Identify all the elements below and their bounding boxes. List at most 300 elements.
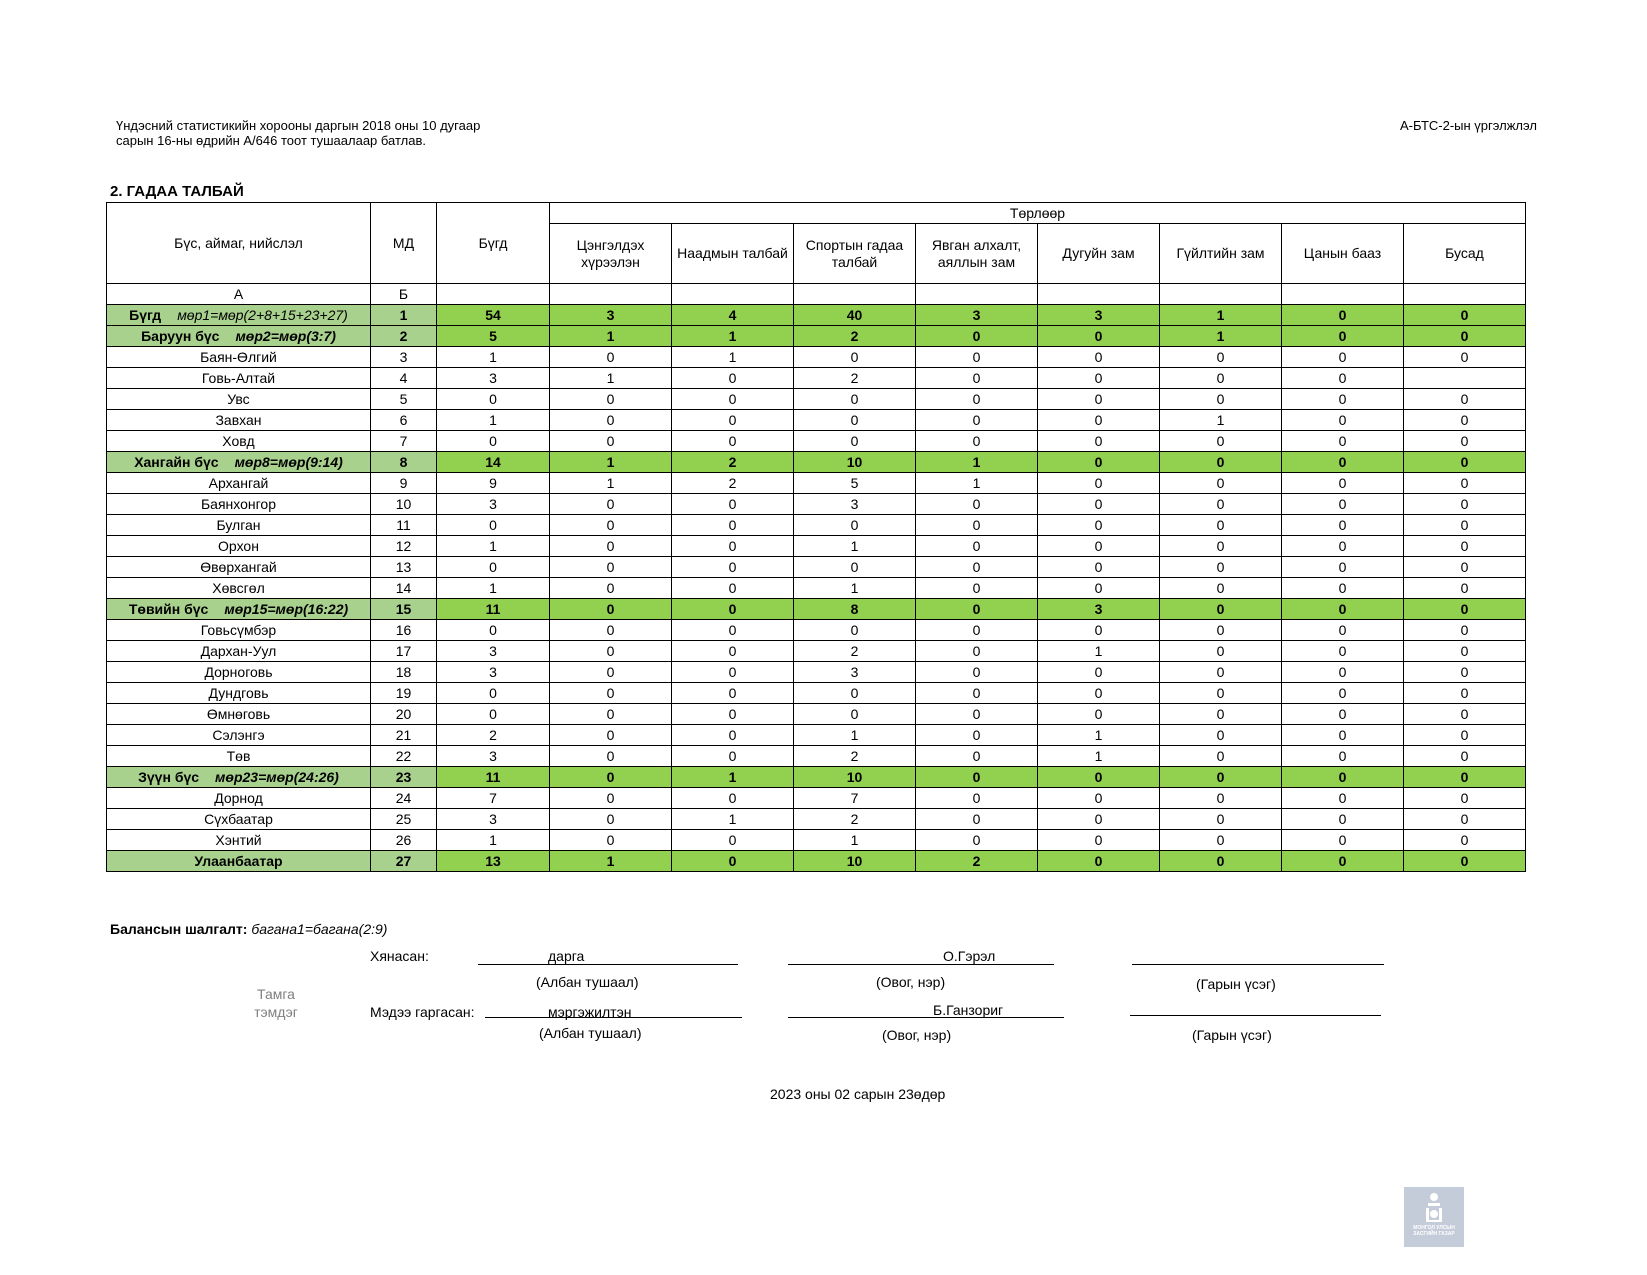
row-value-cell: 10 <box>794 767 916 788</box>
row-value-cell: 0 <box>1404 557 1526 578</box>
table-row <box>107 578 1526 599</box>
row-value-cell: 0 <box>1038 662 1160 683</box>
row-value-cell: 0 <box>794 515 916 536</box>
row-total-cell: 3 <box>437 662 550 683</box>
row-value-cell: 0 <box>1404 704 1526 725</box>
row-md-cell: 17 <box>371 641 437 662</box>
row-md-cell: 15 <box>371 599 437 620</box>
row-value-cell: 0 <box>916 326 1038 347</box>
row-value-cell: 0 <box>1160 557 1282 578</box>
col-region-header: Бүс, аймаг, нийслэл <box>107 203 371 284</box>
row-total-cell: 11 <box>437 767 550 788</box>
reported-name: Б.Ганзориг <box>933 1002 1004 1018</box>
logo-text <box>1404 1225 1464 1237</box>
row-name-cell <box>107 620 371 641</box>
row-md-cell: 11 <box>371 515 437 536</box>
letter-b: Б <box>371 284 437 305</box>
row-value-cell: 0 <box>794 704 916 725</box>
balance-check <box>110 921 387 937</box>
row-value-cell: 0 <box>794 431 916 452</box>
row-value-cell: 0 <box>1038 452 1160 473</box>
checked-label: Хянасан: <box>370 948 429 964</box>
row-value-cell: 0 <box>672 599 794 620</box>
row-value-cell: 0 <box>1160 368 1282 389</box>
row-value-cell: 0 <box>672 830 794 851</box>
row-value-cell: 0 <box>1038 473 1160 494</box>
reported-name-line <box>788 1017 1064 1018</box>
table-row <box>107 410 1526 431</box>
row-value-cell: 0 <box>916 431 1038 452</box>
row-value-cell: 0 <box>1282 347 1404 368</box>
checked-signature-line[interactable] <box>1132 964 1384 965</box>
row-total-cell: 0 <box>437 683 550 704</box>
row-md-cell: 24 <box>371 788 437 809</box>
row-name: Төв <box>226 748 251 764</box>
row-value-cell: 0 <box>916 557 1038 578</box>
row-total-cell: 7 <box>437 788 550 809</box>
row-value-cell: 0 <box>672 557 794 578</box>
checked-signature-caption: (Гарын үсэг) <box>1196 976 1276 992</box>
row-value-cell: 1 <box>672 347 794 368</box>
table-row-aggregate <box>107 851 1526 872</box>
row-value-cell: 2 <box>794 641 916 662</box>
row-value-cell: 0 <box>1404 494 1526 515</box>
row-value-cell: 0 <box>1160 431 1282 452</box>
col-walking-trail-header: Явган алхалт, аяллын зам <box>916 224 1038 284</box>
row-value-cell: 3 <box>794 662 916 683</box>
approval-note <box>116 118 536 148</box>
row-value-cell: 2 <box>794 368 916 389</box>
row-value-cell: 0 <box>916 515 1038 536</box>
row-name: Зүүн бүс <box>138 769 200 785</box>
row-name-cell <box>107 662 371 683</box>
row-value-cell: 0 <box>1404 830 1526 851</box>
row-value-cell: 0 <box>916 389 1038 410</box>
row-value-cell: 1 <box>794 578 916 599</box>
row-value-cell: 0 <box>1038 515 1160 536</box>
row-md-cell: 13 <box>371 557 437 578</box>
row-name: Сэлэнгэ <box>212 727 265 743</box>
reported-name-caption: (Овог, нэр) <box>882 1027 952 1043</box>
row-value-cell: 0 <box>1404 305 1526 326</box>
row-total-cell: 3 <box>437 746 550 767</box>
col-naadam-field-header: Наадмын талбай <box>672 224 794 284</box>
row-value-cell: 10 <box>794 452 916 473</box>
row-value-cell: 0 <box>672 683 794 704</box>
row-value-cell: 0 <box>1404 326 1526 347</box>
row-name-cell <box>107 347 371 368</box>
row-value-cell: 2 <box>672 473 794 494</box>
row-total-cell: 0 <box>437 389 550 410</box>
table-row-aggregate <box>107 326 1526 347</box>
row-value-cell: 0 <box>1404 410 1526 431</box>
row-value-cell: 0 <box>1404 599 1526 620</box>
government-emblem-logo <box>1404 1187 1464 1247</box>
row-total-cell: 3 <box>437 641 550 662</box>
table-row <box>107 788 1526 809</box>
row-md-cell: 7 <box>371 431 437 452</box>
row-name: Өвөрхангай <box>200 559 277 575</box>
row-value-cell: 0 <box>672 494 794 515</box>
row-value-cell: 0 <box>1404 767 1526 788</box>
row-value-cell: 3 <box>1038 599 1160 620</box>
row-value-cell: 1 <box>794 830 916 851</box>
row-name: Сүхбаатар <box>204 811 273 827</box>
table-row <box>107 662 1526 683</box>
row-value-cell: 0 <box>1160 788 1282 809</box>
row-md-cell: 12 <box>371 536 437 557</box>
col-md-header: МД <box>371 203 437 284</box>
row-name-cell <box>107 725 371 746</box>
row-value-cell: 1 <box>1038 746 1160 767</box>
row-value-cell: 1 <box>1160 410 1282 431</box>
row-value-cell: 0 <box>916 683 1038 704</box>
row-value-cell: 0 <box>672 515 794 536</box>
row-name: Архангай <box>208 475 269 491</box>
row-value-cell: 0 <box>1282 830 1404 851</box>
row-value-cell: 0 <box>1282 809 1404 830</box>
row-name: Дорноговь <box>204 664 273 680</box>
row-md-cell: 14 <box>371 578 437 599</box>
row-md-cell: 27 <box>371 851 437 872</box>
row-value-cell: 0 <box>916 410 1038 431</box>
row-total-cell: 1 <box>437 347 550 368</box>
row-total-cell: 1 <box>437 410 550 431</box>
row-total-cell: 3 <box>437 809 550 830</box>
row-value-cell: 0 <box>1282 704 1404 725</box>
row-name: Дархан-Уул <box>200 643 277 659</box>
outdoor-facilities-table <box>106 202 1526 872</box>
row-name: Завхан <box>215 412 262 428</box>
row-name-cell <box>107 767 371 788</box>
row-total-cell: 14 <box>437 452 550 473</box>
row-value-cell: 0 <box>1404 389 1526 410</box>
row-value-cell: 0 <box>672 662 794 683</box>
row-name-cell <box>107 305 371 326</box>
row-value-cell: 0 <box>672 725 794 746</box>
reported-signature-line[interactable] <box>1130 1015 1381 1016</box>
table-row <box>107 494 1526 515</box>
row-value-cell: 3 <box>550 305 672 326</box>
row-value-cell: 0 <box>672 368 794 389</box>
row-value-cell: 0 <box>550 410 672 431</box>
balance-label: Балансын шалгалт: <box>110 921 248 937</box>
row-total-cell: 3 <box>437 494 550 515</box>
row-value-cell: 0 <box>550 620 672 641</box>
row-value-cell: 0 <box>1282 620 1404 641</box>
row-name-cell <box>107 515 371 536</box>
row-value-cell: 0 <box>1282 746 1404 767</box>
row-value-cell: 2 <box>916 851 1038 872</box>
row-formula: мөр8=мөр(9:14) <box>234 454 343 470</box>
balance-formula: багана1=багана(2:9) <box>251 921 388 937</box>
table-row <box>107 557 1526 578</box>
row-value-cell: 1 <box>672 809 794 830</box>
row-value-cell: 0 <box>1404 725 1526 746</box>
col-running-track-header: Гүйлтийн зам <box>1160 224 1282 284</box>
row-value-cell: 7 <box>794 788 916 809</box>
row-value-cell: 0 <box>550 767 672 788</box>
row-value-cell: 0 <box>1282 494 1404 515</box>
row-md-cell: 16 <box>371 620 437 641</box>
row-value-cell: 0 <box>1160 662 1282 683</box>
row-value-cell: 0 <box>550 725 672 746</box>
row-total-cell: 9 <box>437 473 550 494</box>
row-value-cell: 0 <box>1404 578 1526 599</box>
row-md-cell: 23 <box>371 767 437 788</box>
row-value-cell: 3 <box>794 494 916 515</box>
row-value-cell: 1 <box>550 851 672 872</box>
col-sports-field-header: Спортын гадаа талбай <box>794 224 916 284</box>
row-value-cell: 0 <box>1160 578 1282 599</box>
row-md-cell: 21 <box>371 725 437 746</box>
row-md-cell: 25 <box>371 809 437 830</box>
row-value-cell: 0 <box>1404 641 1526 662</box>
row-total-cell: 54 <box>437 305 550 326</box>
row-total-cell: 1 <box>437 830 550 851</box>
row-value-cell: 0 <box>1038 578 1160 599</box>
row-value-cell: 2 <box>794 809 916 830</box>
row-value-cell: 0 <box>1282 788 1404 809</box>
row-value-cell: 1 <box>550 368 672 389</box>
row-name-cell <box>107 389 371 410</box>
table-row <box>107 809 1526 830</box>
row-value-cell: 0 <box>916 809 1038 830</box>
row-name-cell <box>107 746 371 767</box>
row-total-cell: 3 <box>437 368 550 389</box>
row-value-cell: 0 <box>1038 389 1160 410</box>
row-value-cell: 0 <box>550 809 672 830</box>
row-value-cell: 0 <box>672 410 794 431</box>
row-value-cell: 0 <box>916 830 1038 851</box>
types-header: Төрлөөр <box>550 203 1526 224</box>
row-name: Дорнод <box>214 790 263 806</box>
row-value-cell: 0 <box>672 746 794 767</box>
row-md-cell: 18 <box>371 662 437 683</box>
row-value-cell: 0 <box>794 620 916 641</box>
row-value-cell: 0 <box>1038 788 1160 809</box>
row-value-cell: 0 <box>1404 473 1526 494</box>
row-value-cell: 10 <box>794 851 916 872</box>
row-value-cell: 2 <box>672 452 794 473</box>
row-value-cell: 1 <box>1038 641 1160 662</box>
row-name: Говьсүмбэр <box>200 622 277 638</box>
approval-note-line2: сарын 16-ны өдрийн А/646 тоот тушаалаар батлав. <box>116 133 426 148</box>
row-value-cell: 0 <box>1038 851 1160 872</box>
row-value-cell: 0 <box>794 410 916 431</box>
row-value-cell: 0 <box>550 704 672 725</box>
row-value-cell: 0 <box>916 599 1038 620</box>
row-value-cell: 0 <box>916 767 1038 788</box>
row-value-cell: 0 <box>1282 305 1404 326</box>
row-value-cell: 0 <box>1160 746 1282 767</box>
row-value-cell: 0 <box>1038 368 1160 389</box>
row-value-cell: 0 <box>1160 725 1282 746</box>
row-value-cell: 0 <box>1160 683 1282 704</box>
checked-name-caption: (Овог, нэр) <box>876 974 946 990</box>
row-name-cell <box>107 704 371 725</box>
row-value-cell: 0 <box>672 578 794 599</box>
row-value-cell: 0 <box>1038 494 1160 515</box>
row-value-cell: 1 <box>550 326 672 347</box>
checked-name-line <box>788 964 1054 965</box>
row-value-cell: 0 <box>550 578 672 599</box>
table-header <box>107 203 1526 305</box>
table-row <box>107 389 1526 410</box>
row-md-cell: 10 <box>371 494 437 515</box>
row-name: Увс <box>227 391 250 407</box>
row-total-cell: 11 <box>437 599 550 620</box>
row-value-cell: 0 <box>672 389 794 410</box>
row-value-cell: 0 <box>1160 347 1282 368</box>
row-md-cell: 4 <box>371 368 437 389</box>
row-name-cell <box>107 368 371 389</box>
row-md-cell: 3 <box>371 347 437 368</box>
row-value-cell: 1 <box>1160 305 1282 326</box>
row-value-cell: 0 <box>1282 515 1404 536</box>
row-value-cell: 8 <box>794 599 916 620</box>
row-name: Баруун бүс <box>141 328 220 344</box>
seal-placeholder: Тамга тэмдэг <box>254 986 298 1020</box>
row-md-cell: 1 <box>371 305 437 326</box>
row-total-cell: 1 <box>437 578 550 599</box>
row-total-cell: 0 <box>437 431 550 452</box>
row-value-cell: 0 <box>916 494 1038 515</box>
row-value-cell: 0 <box>1282 431 1404 452</box>
table-row-aggregate <box>107 305 1526 326</box>
row-value-cell: 0 <box>1160 494 1282 515</box>
row-value-cell: 0 <box>1160 641 1282 662</box>
row-value-cell: 0 <box>1160 452 1282 473</box>
row-value-cell: 0 <box>1404 746 1526 767</box>
row-value-cell: 0 <box>916 578 1038 599</box>
table-row <box>107 830 1526 851</box>
row-name: Баянхонгор <box>200 496 277 512</box>
table-row-aggregate <box>107 452 1526 473</box>
row-formula: мөр2=мөр(3:7) <box>235 328 336 344</box>
row-value-cell: 3 <box>916 305 1038 326</box>
row-name-cell <box>107 536 371 557</box>
row-value-cell: 0 <box>672 788 794 809</box>
row-total-cell: 2 <box>437 725 550 746</box>
row-value-cell: 0 <box>1282 410 1404 431</box>
row-value-cell: 0 <box>1160 515 1282 536</box>
row-value-cell: 0 <box>794 347 916 368</box>
row-value-cell: 0 <box>1282 326 1404 347</box>
row-total-cell: 1 <box>437 536 550 557</box>
row-total-cell: 0 <box>437 620 550 641</box>
row-value-cell: 0 <box>1282 368 1404 389</box>
row-value-cell: 0 <box>1282 641 1404 662</box>
row-name-cell <box>107 578 371 599</box>
row-formula: мөр15=мөр(16:22) <box>224 601 349 617</box>
row-value-cell: 0 <box>794 683 916 704</box>
row-md-cell: 9 <box>371 473 437 494</box>
row-value-cell: 0 <box>550 536 672 557</box>
row-value-cell: 1 <box>794 536 916 557</box>
checked-position-line <box>478 964 738 965</box>
row-value-cell: 0 <box>1404 515 1526 536</box>
logo-line2: ЗАСГИЙН ГАЗАР <box>1413 1231 1455 1237</box>
row-value-cell: 0 <box>1282 473 1404 494</box>
row-md-cell: 5 <box>371 389 437 410</box>
row-value-cell: 0 <box>1282 536 1404 557</box>
row-value-cell: 0 <box>550 746 672 767</box>
row-value-cell: 0 <box>1038 683 1160 704</box>
row-value-cell: 0 <box>672 431 794 452</box>
row-value-cell: 0 <box>1282 599 1404 620</box>
row-name-cell <box>107 788 371 809</box>
row-value-cell: 1 <box>916 473 1038 494</box>
row-name: Төвийн бүс <box>128 601 209 617</box>
row-value-cell: 0 <box>1038 410 1160 431</box>
row-value-cell: 0 <box>916 641 1038 662</box>
row-value-cell: 0 <box>672 851 794 872</box>
row-name: Өмнөговь <box>206 706 271 722</box>
checked-position: дарга <box>548 948 585 964</box>
reported-position-line <box>485 1017 742 1018</box>
row-name: Хангайн бүс <box>134 454 219 470</box>
row-value-cell: 0 <box>1160 620 1282 641</box>
table-row <box>107 683 1526 704</box>
approval-note-line1: Үндэсний статистикийн хорооны даргын 2018 оны 10 дугаар <box>116 118 481 133</box>
row-value-cell: 0 <box>1282 452 1404 473</box>
row-value-cell: 0 <box>1282 683 1404 704</box>
row-value-cell: 2 <box>794 746 916 767</box>
row-value-cell: 1 <box>672 767 794 788</box>
row-value-cell: 0 <box>916 725 1038 746</box>
row-value-cell: 0 <box>1282 725 1404 746</box>
row-value-cell: 0 <box>1282 767 1404 788</box>
row-name-cell <box>107 410 371 431</box>
row-value-cell: 0 <box>1160 473 1282 494</box>
row-value-cell: 0 <box>1038 704 1160 725</box>
row-value-cell: 0 <box>1038 620 1160 641</box>
row-value-cell: 0 <box>550 788 672 809</box>
row-value-cell: 0 <box>1038 536 1160 557</box>
row-value-cell: 0 <box>1038 347 1160 368</box>
table-row <box>107 620 1526 641</box>
row-name-cell <box>107 557 371 578</box>
row-value-cell: 0 <box>550 662 672 683</box>
row-value-cell: 0 <box>1282 578 1404 599</box>
row-value-cell: 0 <box>1404 347 1526 368</box>
row-name-cell <box>107 473 371 494</box>
table-row <box>107 347 1526 368</box>
row-value-cell: 0 <box>1404 809 1526 830</box>
row-formula: мөр23=мөр(24:26) <box>215 769 339 785</box>
row-name: Хөвсгөл <box>212 580 265 596</box>
row-value-cell: 0 <box>1404 536 1526 557</box>
row-value-cell: 0 <box>1404 851 1526 872</box>
table-row <box>107 368 1526 389</box>
row-value-cell: 0 <box>550 389 672 410</box>
soyombo-emblem-icon <box>1404 1187 1464 1225</box>
reported-position-caption: (Албан тушаал) <box>539 1025 642 1041</box>
table-body <box>107 305 1526 872</box>
row-value-cell: 0 <box>1282 851 1404 872</box>
row-md-cell: 8 <box>371 452 437 473</box>
row-value-cell: 0 <box>672 620 794 641</box>
table-row <box>107 725 1526 746</box>
table-row-aggregate <box>107 599 1526 620</box>
row-value-cell: 0 <box>916 620 1038 641</box>
row-total-cell: 0 <box>437 704 550 725</box>
row-value-cell: 0 <box>916 746 1038 767</box>
row-name-cell <box>107 494 371 515</box>
row-name: Баян-Өлгий <box>200 349 277 365</box>
checked-name: О.Гэрэл <box>943 948 996 964</box>
